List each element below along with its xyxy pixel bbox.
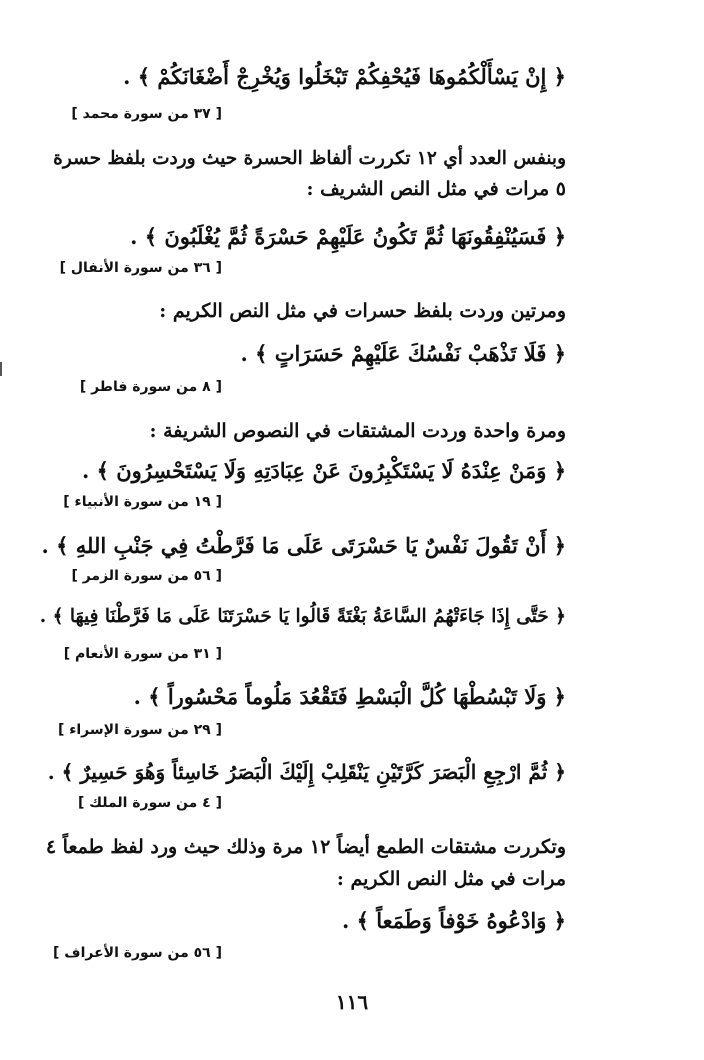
- reference-muhammad-37: [ ٣٧ من سورة محمد ]: [71, 106, 222, 122]
- reference-anam-31: [ ٣١ من سورة الأنعام ]: [63, 646, 222, 662]
- prose-line-derivatives: ومرة واحدة وردت المشتقات في النصوص الشريفة :: [149, 420, 566, 442]
- prose-line-tama-count: وتكررت مشتقات الطمع أيضاً ١٢ مرة وذلك حيث ورد لفظ طمعاً ٤: [45, 836, 566, 858]
- verse-muhammad-37: ﴿ إِنْ يَسْأَلْكُمُوهَا فَيُحْفِكُمْ تَبْخَلُوا وَيُخْرِجْ أَضْغَانَكُمْ ﴾ .: [123, 64, 566, 89]
- reference-araf-56: [ ٥٦ من سورة الأعراف ]: [53, 945, 222, 961]
- verse-zumar-56: ﴿ أَنْ تَقُولَ نَفْسٌ يَا حَسْرَتَى عَلَى مَا فَرَّطْتُ فِي جَنْبِ اللهِ ﴾ .: [41, 533, 566, 558]
- prose-line-hasra-five: ٥ مرات في مثل النص الشريف :: [306, 178, 566, 200]
- verse-araf-56: ﴿ وَادْعُوهُ خَوْفاً وَطَمَعاً ﴾ .: [342, 908, 566, 933]
- reference-anfal-36: [ ٣٦ من سورة الأنفال ]: [59, 260, 222, 276]
- verse-anfal-36: ﴿ فَسَيُنْفِقُونَهَا ثُمَّ تَكُونُ عَلَيْهِمْ حَسْرَةً ثُمَّ يُغْلَبُونَ ﴾ .: [130, 224, 566, 249]
- page-number: ١١٦: [335, 990, 369, 1014]
- verse-fatir-8: ﴿ فَلَا تَذْهَبْ نَفْسُكَ عَلَيْهِمْ حَسَرَاتٍ ﴾ .: [240, 341, 566, 366]
- prose-line-hasra-count: وبنفس العدد أي ١٢ تكررت ألفاظ الحسرة حيث وردت بلفظ حسرة: [53, 148, 566, 169]
- prose-line-hasarat: ومرتين وردت بلفظ حسرات في مثل النص الكريم :: [159, 300, 566, 322]
- verse-mulk-4: ﴿ ثُمَّ ارْجِعِ الْبَصَرَ كَرَّتَيْنِ يَنْقَلِبْ إِلَيْكَ الْبَصَرُ خَاسِئاً وَهُوَ حَسِيرٌ ﴾ .: [47, 760, 566, 784]
- page-edge-mark: [0, 362, 2, 376]
- reference-fatir-8: [ ٨ من سورة فاطر ]: [79, 379, 222, 395]
- verse-isra-29: ﴿ وَلَا تَبْسُطْهَا كُلَّ الْبَسْطِ فَتَقْعُدَ مَلُوماً مَحْسُوراً ﴾ .: [133, 684, 566, 709]
- reference-anbiya-19: [ ١٩ من سورة الأنبياء ]: [63, 494, 222, 510]
- prose-line-tama-four: مرات في مثل النص الكريم :: [336, 868, 566, 890]
- reference-isra-29: [ ٢٩ من سورة الإسراء ]: [57, 722, 222, 738]
- verse-anam-31: ﴿ حَتَّى إِذَا جَاءَتْهُمُ السَّاعَةُ بَغْتَةً قَالُوا يَا حَسْرَتَنَا عَلَى مَا فَرَّطْنَا فِيهَا ﴾ .: [39, 606, 566, 627]
- reference-zumar-56: [ ٥٦ من سورة الزمر ]: [71, 568, 222, 584]
- verse-anbiya-19: ﴿ وَمَنْ عِنْدَهُ لَا يَسْتَكْبِرُونَ عَنْ عِبَادَتِهِ وَلَا يَسْتَحْسِرُونَ ﴾ .: [82, 458, 566, 483]
- reference-mulk-4: [ ٤ من سورة الملك ]: [77, 795, 222, 811]
